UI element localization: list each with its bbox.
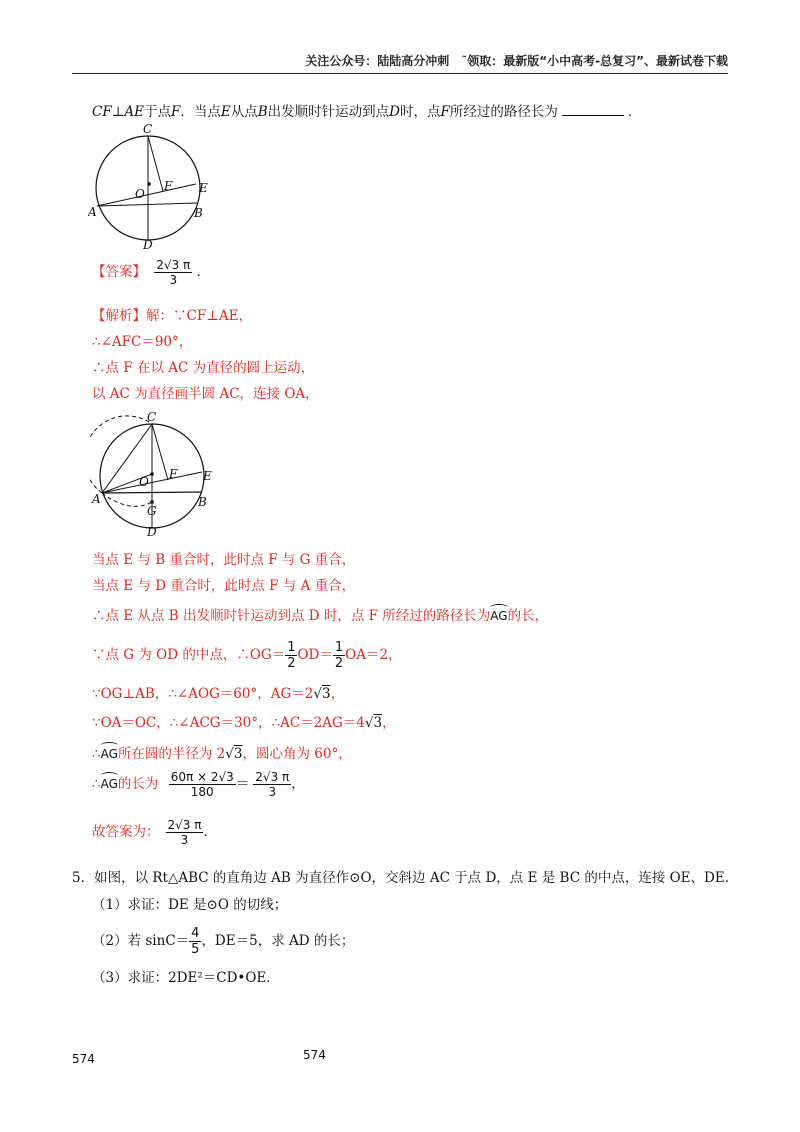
fraction-denominator: 3 <box>180 833 189 847</box>
question-text: ，DE＝5，求 AD 的长； <box>201 933 355 949</box>
label-g: G <box>147 504 157 518</box>
analysis-text: OA＝2， <box>345 647 402 663</box>
stem-seg: 于点 <box>144 104 171 120</box>
label-a: A <box>92 492 101 506</box>
center-dot <box>150 472 154 476</box>
fraction-numerator: 2√3 π <box>156 258 191 272</box>
analysis-line-5: 当点 E 与 B 重合时，此时点 F 与 G 重合， <box>92 552 356 568</box>
answer-tag: 【答案】 <box>92 264 146 280</box>
analysis-line-13 <box>92 818 217 847</box>
label-b: B <box>194 206 203 220</box>
analysis-text: ， <box>330 686 345 702</box>
analysis-line-6: 当点 E 与 D 重合时，此时点 F 与 A 重合， <box>92 578 356 594</box>
analysis-text: ∵OG⊥AB，∴∠AOG＝60°，AG＝2 <box>92 686 314 702</box>
analysis-line-12 <box>92 770 305 799</box>
dashed-arc-ag <box>102 493 152 506</box>
fraction-denominator: 2 <box>334 656 344 671</box>
arc-length-fraction <box>169 770 236 799</box>
fraction-numerator: 1 <box>334 640 344 655</box>
analysis-text: ， <box>382 715 396 731</box>
answer-end: ． <box>196 264 211 280</box>
label-d: D <box>143 238 153 250</box>
label-o: O <box>135 187 145 201</box>
fraction-denominator: 5 <box>191 942 200 957</box>
page-header: 关注公众号：陆陆高分冲刺 ˜领取：最新版“小中高考-总复习”、最新试卷下载 <box>305 54 728 68</box>
analysis-line-7 <box>92 604 548 624</box>
header-rule <box>72 73 728 74</box>
stem-seg: F <box>440 104 450 120</box>
stem-seg: ． <box>627 104 642 120</box>
label-f: F <box>164 179 173 193</box>
label-c: C <box>143 122 153 136</box>
analysis-text: 的长， <box>507 608 549 624</box>
analysis-text: 所在圆的半径为 2 <box>117 746 226 762</box>
analysis-text: 的长为 <box>117 776 159 792</box>
stem-seg: E <box>220 104 231 120</box>
analysis-line-4: 以 AC 为直径画半圆 AC，连接 OA， <box>92 386 319 402</box>
label-e: E <box>203 469 212 483</box>
fraction-numerator: 2√3 π <box>255 770 290 784</box>
fraction-numerator: 2√3 π <box>167 818 202 832</box>
analysis-line-3: ∴点 F 在以 AC 为直径的圆上运动， <box>92 360 315 376</box>
page-number-center: 574 <box>303 1048 326 1062</box>
fraction-four-fifths <box>189 926 201 957</box>
analysis-text: ∵OA＝OC，∴∠ACG＝30°，∴AC＝2AG＝4 <box>92 715 365 731</box>
arc-ag-symbol: AG <box>100 777 118 791</box>
radicand: 3 <box>321 686 331 702</box>
segment-cf <box>152 424 168 480</box>
final-answer-fraction <box>166 818 204 847</box>
fraction-denominator: 2 <box>287 656 296 671</box>
chord-ab <box>102 492 202 493</box>
problem5-question-2 <box>92 926 354 957</box>
analysis-line-11: ∴AG所在圆的半径为 2√3，圆心角为 60°， <box>92 746 352 762</box>
stem-seg: CF⊥AE <box>92 104 144 120</box>
label-a: A <box>88 205 97 219</box>
arc-ag-symbol: AG <box>100 747 118 761</box>
fraction-denominator: 3 <box>169 273 178 287</box>
result-fraction <box>253 770 291 799</box>
label-o: O <box>139 475 149 489</box>
analysis-line-10: ∵OA＝OC，∴∠ACG＝30°，∴AC＝2AG＝4√3， <box>92 715 396 731</box>
arc-ag-symbol: AG <box>490 609 508 623</box>
analysis-text: ，圆心角为 60°， <box>242 746 352 762</box>
stem-seg: 从点 <box>230 104 258 120</box>
label-c: C <box>147 410 157 424</box>
fraction-numerator: 60π × 2√3 <box>170 770 234 784</box>
fraction-numerator: 1 <box>287 640 296 655</box>
stem-seg: 所经过的路径长为 <box>449 104 558 120</box>
chord-ab <box>97 203 197 206</box>
analysis-text: OD＝ <box>297 647 333 663</box>
stem-seg: F <box>171 104 181 120</box>
figure-2-circle-diagram <box>90 410 226 538</box>
analysis-line-9: ∵OG⊥AB，∴∠AOG＝60°，AG＝2√3， <box>92 686 345 702</box>
fraction-numerator: 4 <box>191 926 200 941</box>
question-text: （2）若 sinC＝ <box>92 933 190 949</box>
analysis-line-8 <box>92 640 402 671</box>
problem5-stem: 5．如图，以 Rt△ABC 的直角边 AB 为直径作⊙O，交斜边 AC 于点 D，点 E 是 BC 的中点，连接 OE、DE． <box>72 870 739 886</box>
analysis-tag: 【解析】 <box>92 308 146 324</box>
analysis-line-1 <box>92 304 252 324</box>
problem5-question-1: （1）求证：DE 是⊙O 的切线； <box>92 897 288 913</box>
fraction-half <box>333 640 345 671</box>
label-b: B <box>198 495 207 509</box>
analysis-line-2: ∴∠AFC＝90°， <box>92 334 193 350</box>
chord-ae <box>97 184 196 206</box>
problem5-question-3: （3）求证：2DE²＝CD•OE． <box>92 970 280 986</box>
figure-1-circle-diagram <box>88 122 228 250</box>
answer-blank <box>562 114 624 116</box>
center-dot <box>147 182 151 186</box>
stem-seg: D <box>389 104 400 120</box>
answer-fraction <box>154 258 192 287</box>
radicand: 3 <box>233 746 243 762</box>
label-d: D <box>147 525 157 538</box>
problem4-stem <box>92 100 641 120</box>
analysis-text: ， <box>291 776 305 792</box>
analysis-text: ． <box>203 824 217 840</box>
analysis-text: ∴点 E 从点 B 出发顺时针运动到点 D 时，点 F 所经过的路径长为 <box>92 608 491 624</box>
answer-line <box>92 258 210 287</box>
radicand: 3 <box>373 715 383 731</box>
label-e: E <box>199 181 208 195</box>
analysis-text: ∵点 G 为 OD 的中点，∴OG＝ <box>92 647 286 663</box>
analysis-text: 解：∵CF⊥AE， <box>146 308 252 324</box>
fraction-denominator: 3 <box>268 785 277 799</box>
fraction-denominator: 180 <box>190 785 214 799</box>
equals-sign: ＝ <box>235 776 250 792</box>
label-f: F <box>169 467 178 481</box>
analysis-text: ∴ <box>92 776 101 792</box>
analysis-text: 故答案为： <box>92 824 160 840</box>
stem-seg: B <box>257 104 268 120</box>
stem-seg: ．当点 <box>180 104 221 120</box>
stem-seg: 时，点 <box>399 104 441 120</box>
page-number-left: 574 <box>72 1052 95 1066</box>
stem-seg: 出发顺时针运动到点 <box>267 104 390 120</box>
fraction-half <box>285 640 297 671</box>
